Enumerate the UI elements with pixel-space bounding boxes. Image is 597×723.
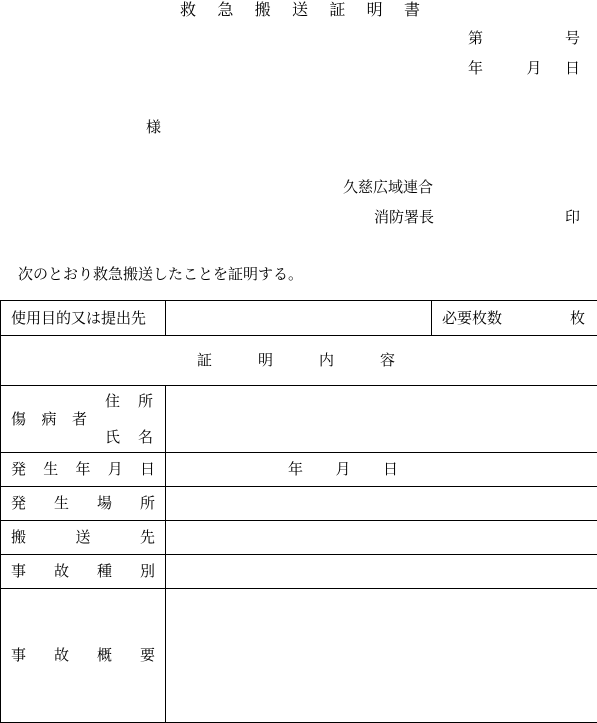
name-label xyxy=(105,430,153,445)
occurrence-place-label xyxy=(1,487,166,521)
heading-char: 容 xyxy=(379,351,395,369)
purpose-label xyxy=(1,301,166,336)
seal-mark: 印 xyxy=(565,208,581,226)
number-prefix: 第 xyxy=(468,29,484,47)
destination-field[interactable] xyxy=(166,521,597,555)
certificate-form xyxy=(0,300,597,723)
purpose-row xyxy=(1,301,597,336)
patient-label xyxy=(11,412,87,427)
accident-summary-label xyxy=(1,589,166,723)
number-suffix: 号 xyxy=(564,29,580,47)
title-char: 送 xyxy=(291,0,308,19)
issuer-title: 消防署長 xyxy=(374,208,435,226)
occurrence-place-field[interactable] xyxy=(166,487,597,521)
copies-label: 必要枚数 xyxy=(442,308,503,327)
label-char: 年 xyxy=(75,460,91,478)
title-char: 書 xyxy=(403,0,420,19)
document-title xyxy=(180,2,420,18)
purpose-field[interactable] xyxy=(166,301,432,336)
date-month: 月 xyxy=(526,59,542,77)
date-day: 日 xyxy=(564,59,580,77)
heading-char: 証 xyxy=(197,351,213,369)
occurrence-year: 年 xyxy=(288,460,304,478)
patient-label-char: 病 xyxy=(41,410,57,428)
title-char: 急 xyxy=(217,0,234,19)
accident-type-row xyxy=(1,555,597,589)
address-label-char: 所 xyxy=(137,392,153,410)
date-year: 年 xyxy=(468,59,484,77)
issue-date xyxy=(468,61,580,76)
copies-unit: 枚 xyxy=(569,308,585,327)
heading-char: 内 xyxy=(318,351,334,369)
patient-field[interactable] xyxy=(166,386,597,453)
label-char: 要 xyxy=(139,646,155,664)
accident-type-label xyxy=(1,555,166,589)
label-char: 生 xyxy=(53,494,69,512)
occurrence-month: 月 xyxy=(335,460,351,478)
title-char: 救 xyxy=(180,0,197,19)
title-char: 証 xyxy=(329,0,346,19)
address-label xyxy=(105,394,153,409)
address-label-char: 住 xyxy=(105,392,121,410)
label-char: 場 xyxy=(96,494,112,512)
label-char: 日 xyxy=(139,460,155,478)
label-char: 生 xyxy=(43,460,59,478)
label-char: 先 xyxy=(139,528,155,546)
destination-row xyxy=(1,521,597,555)
name-label-char: 氏 xyxy=(105,428,121,446)
issuer-org: 久慈広域連合 xyxy=(343,178,434,196)
destination-label xyxy=(1,521,166,555)
label-char: 故 xyxy=(53,646,69,664)
patient-label-char: 者 xyxy=(71,410,87,428)
patient-label-cell xyxy=(1,386,166,453)
patient-label-char: 傷 xyxy=(11,410,27,428)
section-heading xyxy=(1,336,597,386)
label-char: 種 xyxy=(96,562,112,580)
occurrence-day: 日 xyxy=(382,460,398,478)
label-char: 故 xyxy=(53,562,69,580)
label-char: 事 xyxy=(11,562,27,580)
label-char: 月 xyxy=(107,460,123,478)
accident-summary-row xyxy=(1,589,597,723)
accident-summary-field[interactable] xyxy=(166,589,597,723)
title-char: 搬 xyxy=(254,0,271,19)
occurrence-place-row xyxy=(1,487,597,521)
patient-row xyxy=(1,386,597,453)
label-char: 送 xyxy=(75,528,91,546)
label-char: 所 xyxy=(139,494,155,512)
label-char: 搬 xyxy=(11,528,27,546)
label-char: 事 xyxy=(11,646,27,664)
name-label-char: 名 xyxy=(137,428,153,446)
addressee-suffix: 様 xyxy=(146,118,162,136)
section-heading-row xyxy=(1,336,597,386)
occurrence-date-label xyxy=(1,453,166,487)
certification-statement: 次のとおり救急搬送したことを証明する。 xyxy=(18,265,304,283)
accident-type-field[interactable] xyxy=(166,555,597,589)
occurrence-date-field[interactable] xyxy=(166,453,597,487)
purpose-label-text: 使用目的又は提出先 xyxy=(11,308,147,327)
copies-cell[interactable] xyxy=(432,301,597,336)
heading-char: 明 xyxy=(257,351,273,369)
title-char: 明 xyxy=(366,0,383,19)
label-char: 発 xyxy=(11,494,27,512)
label-char: 発 xyxy=(11,460,27,478)
occurrence-date-row xyxy=(1,453,597,487)
label-char: 別 xyxy=(139,562,155,580)
label-char: 概 xyxy=(96,646,112,664)
document-number xyxy=(468,31,580,46)
